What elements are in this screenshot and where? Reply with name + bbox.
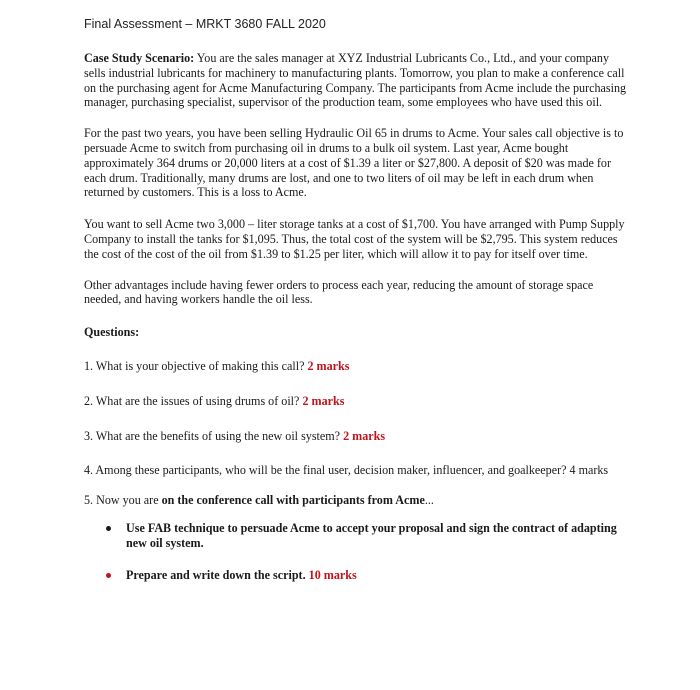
question-3-marks: 2 marks (343, 428, 386, 443)
question-1-marks: 2 marks (307, 358, 350, 373)
scenario-paragraph-2: For the past two years, you have been selling Hydraulic Oil 65 in drums to Acme. Your sales call objective is to persuade Acme to switch from purchasing oil in drums to a bulk oil system. Last year, Acme bought approximately 364 drums or 20,000 liters at a cost of $1.39 a liter or $27,800. A deposit of $20 was made for each drum. Traditionally, many drums are lost, and one to two liters of oil may be left in each drum when returned by customers. This is a loss to Acme. (84, 126, 624, 200)
question-1 (84, 359, 632, 374)
question-5-text-bold: on the conference call with participants from Acme (161, 493, 425, 508)
question-4-text: 4. Among these participants, who will be the final user, decision maker, influencer, and goalkeeper? (84, 463, 567, 478)
scenario-paragraph-3: You want to sell Acme two 3,000 – liter storage tanks at a cost of $1,700. You have arranged with Pump Supply Company to install the tanks for $1,095. Thus, the total cost of the system will be $2,795. This system reduces the cost of the cost of the oil from $1.39 to $1.25 per liter, which will allow it to pay for itself over time. (84, 217, 625, 261)
question-3-text: 3. What are the benefits of using the new oil system? (84, 428, 341, 443)
document-header: Final Assessment – MRKT 3680 FALL 2020 (84, 17, 326, 31)
question-5 (84, 493, 632, 508)
bullet-item-fab (84, 521, 632, 551)
question-2 (84, 394, 632, 409)
question-4 (84, 463, 632, 478)
question-2-marks: 2 marks (302, 393, 345, 408)
scenario-paragraph-4: Other advantages include having fewer orders to process each year, reducing the amount of storage space needed, and having workers handle the oil less. (84, 277, 594, 307)
question-3 (84, 429, 632, 444)
scenario-paragraph-1 (84, 51, 632, 110)
question-5-bullet-list (84, 521, 632, 582)
questions-heading: Questions: (84, 325, 140, 340)
bullet-item-script-text: Prepare and write down the script. (126, 567, 306, 582)
question-4-marks: 4 marks (569, 463, 609, 478)
scenario-label: Case Study Scenario: (84, 51, 195, 65)
bullet-dot-icon (106, 526, 111, 531)
scenario-text-1: You are the sales manager at XYZ Industrial Lubricants Co., Ltd., and your company sells industrial lubricants for machinery to manufacturing plants. Tomorrow, you plan to make a conference call on the purchasing agent for Acme Manufacturing Company. The participants from Acme include the purchasing manager, purchasing specialist, supervisor of the production team, some employees who have used this oil. (84, 51, 627, 110)
question-5-text-before: 5. Now you are (84, 493, 159, 508)
bullet-dot-icon (106, 573, 111, 578)
bullet-item-script-marks: 10 marks (308, 567, 357, 582)
question-5-text-after: ... (424, 493, 434, 508)
question-2-text: 2. What are the issues of using drums of oil? (84, 393, 300, 408)
bullet-item-fab-text: Use FAB technique to persuade Acme to accept your proposal and sign the contract of adapting new oil system. (126, 520, 617, 550)
bullet-item-script (84, 568, 632, 583)
document-body (84, 51, 632, 599)
question-1-text: 1. What is your objective of making this call? (84, 358, 305, 373)
